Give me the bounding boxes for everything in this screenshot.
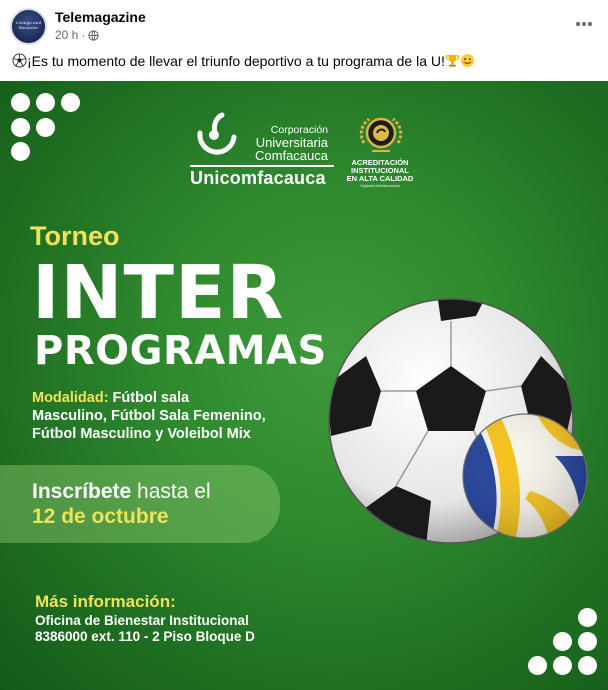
decorative-dot <box>578 632 597 651</box>
office-line1: Oficina de Bienestar Institucional <box>35 613 249 628</box>
decorative-dot <box>578 656 597 675</box>
post-time[interactable]: 20 h <box>55 28 79 42</box>
decorative-dot <box>61 93 80 112</box>
more-dot <box>582 22 586 26</box>
registration-rest: hasta el <box>131 480 211 503</box>
more-options-button[interactable] <box>572 12 596 36</box>
modalidad-text <box>32 389 322 443</box>
decorative-dot <box>11 93 30 112</box>
avatar-text: Contigo está Bienestar <box>15 20 42 30</box>
university-logo <box>190 111 340 189</box>
post-text <box>12 53 475 69</box>
smiling-face-emoji-icon <box>460 53 475 68</box>
registration-panel <box>0 465 280 543</box>
headline-inter: INTER <box>32 250 285 336</box>
modalidad-line1: Fútbol sala <box>108 390 190 406</box>
decorative-dot <box>36 93 55 112</box>
modalidad-label: Modalidad: <box>32 390 109 406</box>
post-header <box>0 0 608 50</box>
volleyball-icon <box>460 411 590 541</box>
decorative-dot <box>553 656 572 675</box>
registration-bold: Inscríbete <box>32 480 132 503</box>
post-message: ¡Es tu momento de llevar el triunfo deportivo a tu programa de la U! <box>27 53 445 69</box>
meta-separator: · <box>81 28 86 42</box>
office-info <box>35 613 255 645</box>
logo-corp-line1: Corporación <box>270 124 328 136</box>
registration-deadline: 12 de octubre <box>32 505 169 528</box>
logo-corp-line2: Universitaria <box>255 135 328 150</box>
decorative-dot <box>11 118 30 137</box>
logo-corp-line3: Comfacauca <box>255 148 328 163</box>
university-corporation-text <box>248 124 328 162</box>
more-dot <box>576 22 580 26</box>
registration-text <box>32 480 211 504</box>
office-line2: 8386000 ext. 110 - 2 Piso Bloque D <box>35 629 255 644</box>
decorative-dot <box>36 118 55 137</box>
decorative-dot <box>578 608 597 627</box>
decorative-dot <box>11 142 30 161</box>
post-meta <box>55 28 99 42</box>
headline-programas: PROGRAMAS <box>34 328 327 374</box>
headline-torneo: Torneo <box>30 221 120 251</box>
modalidad-line3: Fútbol Masculino y Voleibol Mix <box>32 426 251 442</box>
post-image-flyer[interactable] <box>0 81 608 690</box>
accreditation-text <box>340 159 420 189</box>
accred-line1: ACREDITACIÓN <box>351 158 409 167</box>
logo-divider <box>190 165 334 167</box>
page-name-link[interactable]: Telemagazine <box>55 9 146 25</box>
accreditation-seal-icon <box>358 113 404 157</box>
globe-icon <box>88 30 99 41</box>
more-dot <box>588 22 592 26</box>
page-avatar[interactable] <box>10 8 47 45</box>
soccer-ball-emoji-icon <box>12 53 27 68</box>
decorative-dot <box>528 656 547 675</box>
accred-line3: EN ALTA CALIDAD <box>346 174 414 183</box>
more-info-label: Más información: <box>35 592 176 611</box>
decorative-dot <box>553 632 572 651</box>
accred-line4: Vigilada Mineducación <box>360 183 400 188</box>
university-name: Unicomfacauca <box>190 168 326 188</box>
accred-line2: INSTITUCIONAL <box>351 166 409 175</box>
university-logo-mark-icon <box>192 111 242 161</box>
modalidad-line2: Masculino, Fútbol Sala Femenino, <box>32 408 266 424</box>
trophy-emoji-icon <box>445 53 460 68</box>
